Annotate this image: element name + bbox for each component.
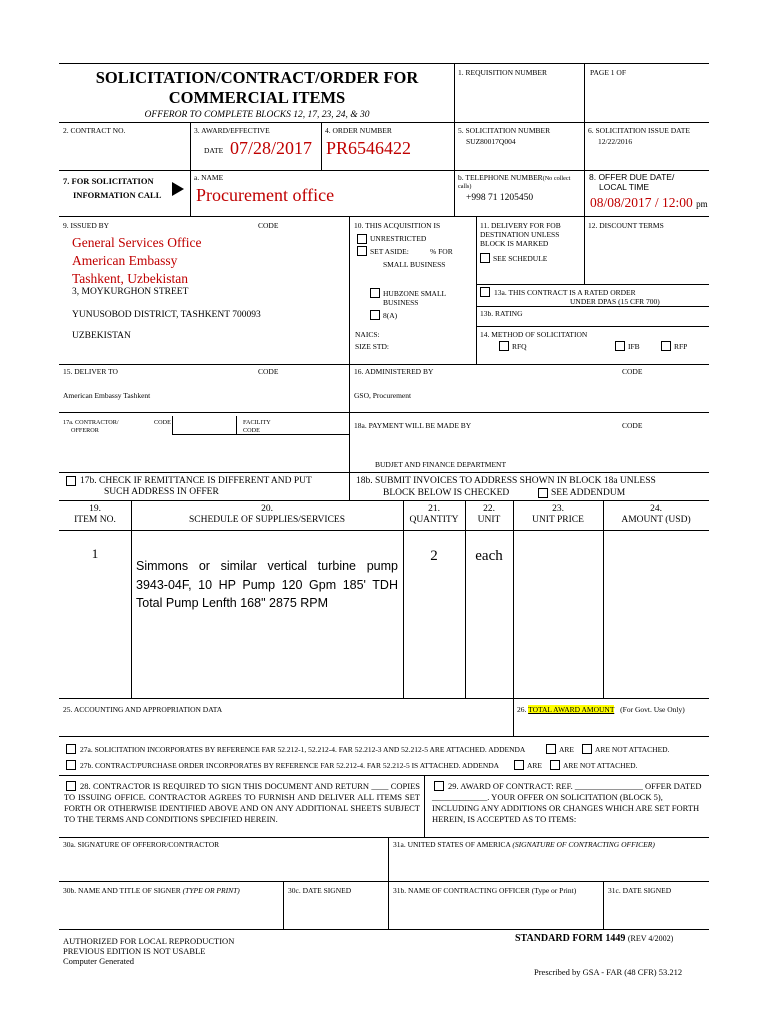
col19-label: ITEM NO. [74, 515, 116, 525]
deliver-to-label: 15. DELIVER TO [63, 367, 118, 376]
order-number-label: 4. ORDER NUMBER [325, 126, 392, 135]
offer-due-label1: 8. OFFER DUE DATE/ [589, 172, 675, 182]
submit-invoices-line2: BLOCK BELOW IS CHECKED [383, 488, 510, 498]
name-label: a. NAME [194, 173, 224, 182]
rfq-label: RFQ [512, 342, 527, 351]
delivery-line2: DESTINATION UNLESS [480, 230, 560, 239]
27a-checkbox[interactable] [66, 744, 76, 754]
issue-date-value: 12/22/2016 [598, 137, 633, 146]
col22-label: UNIT [477, 515, 501, 525]
rating-label: 13b. RATING [480, 309, 523, 318]
facility-line1: FACILITY [243, 419, 271, 426]
name31b-label: 31b. NAME OF CONTRACTING OFFICER (Type or Print) [393, 886, 577, 895]
issued-by-block [72, 234, 201, 288]
issued-by-line3: Tashkent, Uzbekistan [72, 271, 189, 286]
contractor-line1: 17a. CONTRACTOR/ [63, 419, 119, 426]
facility-code-box [236, 416, 349, 435]
27b-are-not-label: ARE NOT ATTACHED. [563, 761, 638, 770]
form-title-line1: SOLICITATION/CONTRACT/ORDER FOR [95, 68, 419, 87]
submit-invoices-line1: 18b. SUBMIT INVOICES TO ADDRESS SHOWN IN BLOCK 18a UNLESS [356, 476, 656, 486]
hubzone-line1: HUBZONE SMALL [383, 289, 447, 298]
row-desc-line1: Simmons or similar vertical turbine pump [136, 559, 398, 573]
delivery-label [480, 221, 561, 248]
row-description [136, 557, 398, 613]
ifb-checkbox[interactable] [615, 341, 625, 351]
contractor-label [63, 419, 119, 434]
administered-code-label: CODE [622, 367, 643, 376]
eight-a-checkbox[interactable] [370, 310, 380, 320]
issued-by-label: 9. ISSUED BY [63, 221, 110, 230]
offer-due-label [589, 172, 674, 192]
col19-num: 19. [89, 504, 101, 514]
offer-due-value [590, 195, 708, 212]
telephone-value: +998 71 1205450 [466, 193, 534, 203]
row-unit: each [475, 548, 503, 564]
auth-line1: AUTHORIZED FOR LOCAL REPRODUCTION [63, 936, 235, 946]
sig31a-label [393, 840, 655, 849]
contractor-code-label: CODE [154, 419, 171, 426]
arrow-right-icon [172, 182, 184, 196]
issued-by-line1: General Services Office [72, 235, 202, 250]
27a-are-label: ARE [559, 745, 574, 754]
see-addendum-checkbox[interactable] [538, 488, 548, 498]
rated-order-line1: 13a. THIS CONTRACT IS A RATED ORDER [494, 288, 636, 297]
col-quantity-header [403, 504, 465, 526]
col21-num: 21. [428, 504, 440, 514]
acquisition-label: 10. THIS ACQUISITION IS [354, 221, 441, 230]
method-label: 14. METHOD OF SOLICITATION [480, 330, 588, 339]
pct-for-label: % FOR [430, 247, 453, 256]
eight-a-label: 8(A) [383, 311, 398, 320]
date30c-label: 30c. DATE SIGNED [288, 886, 352, 895]
for-solicitation-line2: INFORMATION CALL [73, 190, 162, 200]
col23-label: UNIT PRICE [532, 515, 584, 525]
prescribed-by: Prescribed by GSA - FAR (48 CFR) 53.212 [534, 967, 683, 977]
delivery-line3: BLOCK IS MARKED [480, 239, 549, 248]
for-solicitation-line1: 7. FOR SOLICITATION [63, 176, 154, 186]
remittance-line2: SUCH ADDRESS IN OFFER [104, 487, 219, 497]
standard-form-text: STANDARD FORM 1449 [515, 933, 626, 944]
award-date-label: 3. AWARD/EFFECTIVE [194, 126, 270, 135]
sig30a-label: 30a. SIGNATURE OF OFFEROR/CONTRACTOR [63, 840, 220, 849]
unrestricted-checkbox[interactable] [357, 234, 367, 244]
facility-line2: CODE [243, 426, 260, 434]
rated-order-checkbox[interactable] [480, 287, 490, 297]
size-std-label: SIZE STD: [355, 342, 389, 351]
issue-date-label: 6. SOLICITATION ISSUE DATE [588, 126, 690, 135]
ifb-label: IFB [628, 342, 640, 351]
col20-label: SCHEDULE OF SUPPLIES/SERVICES [188, 515, 346, 525]
naics-label: NAICS: [355, 330, 380, 339]
block28-text: 28. CONTRACTOR IS REQUIRED TO SIGN THIS DOCUMENT AND RETURN ____ COPIES TO ISSUING OFFICE. CONTRACTOR AGREES TO FURNISH AND DELIVER ALL ITEMS SET FORTH OR OTHERWISE IDENTIFIED ABOVE AND ON ANY ADDITIONAL SHEETS SUBJECT TO THE TERMS AND CONDITIONS SPECIFIED HEREIN. [64, 781, 420, 824]
auth-line3: Computer Generated [63, 956, 135, 966]
row-item-no: 1 [91, 546, 99, 561]
set-aside-label: SET ASIDE: [370, 247, 409, 256]
remittance-label [80, 476, 312, 498]
offer-due-label2: LOCAL TIME [599, 182, 650, 192]
row-desc-line3: Total Pump Lenfth 168" 2875 RPM [136, 596, 329, 610]
standard-form-label [515, 933, 673, 945]
27a-are-not-label: ARE NOT ATTACHED. [595, 745, 670, 754]
name-value: Procurement office [196, 185, 335, 205]
contract-no-label: 2. CONTRACT NO. [63, 126, 126, 135]
deliver-to-code-label: CODE [258, 367, 279, 376]
remittance-checkbox[interactable] [66, 476, 76, 486]
contractor-code-box [172, 416, 237, 435]
date31c-label: 31c. DATE SIGNED [608, 886, 672, 895]
form-title-line2: COMMERCIAL ITEMS [168, 88, 346, 107]
col24-num: 24. [650, 504, 662, 514]
remittance-line1: 17b. CHECK IF REMITTANCE IS DIFFERENT AND PUT [80, 476, 312, 486]
telephone-label [458, 173, 570, 183]
delivery-line1: 11. DELIVERY FOR FOB [480, 221, 561, 230]
issued-by-line4: 3, MOYKURGHON STREET [72, 287, 189, 297]
27b-are-label: ARE [527, 761, 542, 770]
telephone-note-b: calls) [458, 183, 472, 190]
payment-value: BUDJET AND FINANCE DEPARTMENT [375, 460, 507, 469]
name30b-text: 30b. NAME AND TITLE OF SIGNER [63, 886, 181, 895]
auth-line2: PREVIOUS EDITION IS NOT USABLE [63, 946, 206, 956]
see-schedule-label: SEE SCHEDULE [493, 254, 548, 263]
27a-are-checkbox[interactable] [546, 744, 556, 754]
page-label: PAGE 1 OF [590, 68, 626, 77]
col24-label: AMOUNT (USD) [621, 515, 691, 525]
rfp-label: RFP [674, 342, 688, 351]
authorization-block [63, 936, 234, 966]
set-aside-checkbox[interactable] [357, 246, 367, 256]
total-award-label [517, 705, 685, 714]
telephone-label-text: b. TELEPHONE NUMBER [458, 173, 543, 182]
line-27b: 27b. CONTRACT/PURCHASE ORDER INCORPORATES BY REFERENCE FAR 52.212-4. FAR 52.212-5 IS ATTACHED. ADDENDA [80, 761, 500, 770]
payment-code-label: CODE [622, 421, 643, 430]
issued-by-code-label: CODE [258, 221, 279, 230]
sig31a-note: (SIGNATURE OF CONTRACTING OFFICER) [512, 840, 655, 849]
col-unit-header [465, 504, 513, 526]
name30b-note: (TYPE OR PRINT) [182, 886, 240, 895]
col-amount-header [603, 504, 709, 526]
hubzone-checkbox[interactable] [370, 288, 380, 298]
col-unit-price-header [513, 504, 603, 526]
rated-order-line2: UNDER DPAS (15 CFR 700) [570, 297, 660, 306]
telephone-note-a: (No collect [542, 175, 571, 182]
standard-form-rev: (REV 4/2002) [627, 934, 674, 943]
administered-value: GSO, Procurement [354, 391, 412, 400]
col22-num: 22. [483, 504, 495, 514]
rfp-checkbox[interactable] [661, 341, 671, 351]
form-title [62, 68, 452, 108]
col-item-no-header [59, 504, 131, 526]
discount-label: 12. DISCOUNT TERMS [588, 221, 664, 230]
row-quantity: 2 [430, 548, 438, 564]
col23-num: 23. [552, 504, 564, 514]
col21-label: QUANTITY [409, 515, 459, 525]
name30b-label [63, 886, 240, 895]
row-desc-line2: 3943-04F, 10 HP Pump 120 Gpm 185' TDH [136, 577, 398, 592]
total-award-num: 26. [517, 705, 527, 714]
contractor-line2: OFFEROR [71, 426, 99, 434]
solicitation-number-value: SUZ80017Q004 [466, 137, 516, 146]
col20-num: 20. [261, 504, 273, 514]
issued-by-line6: UZBEKISTAN [72, 331, 131, 341]
solicitation-number-label: 5. SOLICITATION NUMBER [458, 126, 551, 135]
27b-are-not-checkbox[interactable] [550, 760, 560, 770]
sig31a-text: 31a. UNITED STATES OF AMERICA [393, 840, 511, 849]
total-award-note: (For Govt. Use Only) [620, 705, 685, 714]
unrestricted-label: UNRESTRICTED [370, 234, 427, 243]
total-award-text: TOTAL AWARD AMOUNT [528, 705, 615, 714]
col-schedule-header [131, 504, 403, 526]
27b-are-checkbox[interactable] [514, 760, 524, 770]
see-addendum-label: SEE ADDENDUM [551, 488, 626, 498]
administered-label: 16. ADMINISTERED BY [354, 367, 434, 376]
issued-by-line5: YUNUSOBOD DISTRICT, TASHKENT 700093 [72, 310, 261, 320]
award-date-value: 07/28/2017 [230, 138, 313, 158]
offeror-note: OFFEROR TO COMPLETE BLOCKS 12, 17, 23, 24, & 30 [144, 110, 370, 120]
rfq-checkbox[interactable] [499, 341, 509, 351]
requisition-number-label: 1. REQUISITION NUMBER [458, 68, 547, 77]
deliver-to-value: American Embassy Tashkent [63, 391, 151, 400]
accounting-label: 25. ACCOUNTING AND APPROPRIATION DATA [63, 705, 223, 714]
payment-label: 18a. PAYMENT WILL BE MADE BY [354, 421, 472, 430]
hubzone-label [383, 289, 446, 307]
small-business-label: SMALL BUSINESS [383, 260, 446, 269]
line-27a: 27a. SOLICITATION INCORPORATES BY REFERENCE FAR 52.212-1, 52.212-4. FAR 52.212-3 AND 52.212-5 ARE ATTACHED. ADDENDA [80, 745, 526, 754]
offer-due-value-text: 08/08/2017 / 12:00 [590, 195, 693, 210]
date-prefix: DATE [204, 146, 224, 155]
block29-text: 29. AWARD OF CONTRACT: REF. ________________ OFFER DATED _____________. YOUR OFFER ON SOLICITATION (BLOCK 5), INCLUDING ANY ADDITIONS OR CHANGES WHICH ARE SET FORTH HEREIN, IS ACCEPTED AS TO ITEMS: [432, 781, 702, 824]
order-number-value: PR6546422 [326, 138, 412, 158]
for-solicitation-label [63, 176, 161, 200]
hubzone-line2: BUSINESS [383, 298, 419, 307]
offer-due-suffix: pm [696, 199, 708, 209]
27a-are-not-checkbox[interactable] [582, 744, 592, 754]
issued-by-line2: American Embassy [72, 253, 178, 268]
see-schedule-checkbox[interactable] [480, 253, 490, 263]
27b-checkbox[interactable] [66, 760, 76, 770]
